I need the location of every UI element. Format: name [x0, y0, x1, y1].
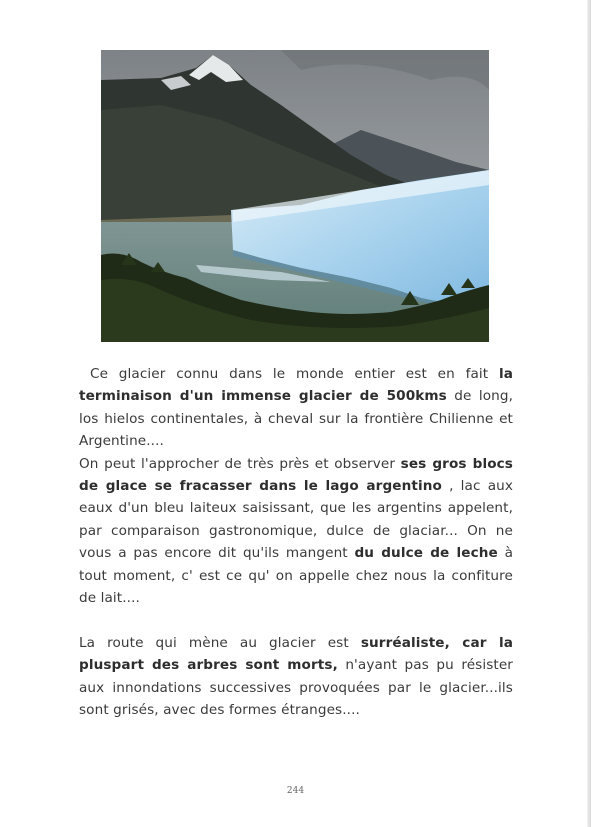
bold-text-segment: du dulce de leche — [354, 545, 498, 562]
text-segment: de long, los hielos continentales, à cheval sur la frontière Chilienne et Argentine.... — [79, 388, 513, 450]
bold-text-segment: la terminaison d'un immense glacier de 500kms — [79, 366, 513, 405]
text-segment: Ce glacier connu dans le monde entier est en fait — [90, 366, 499, 382]
text-segment: On peut l'approcher de très près et observer — [79, 455, 401, 472]
text-segment: , lac aux eaux d'un bleu laiteux saisissant, que les argentins appelent, par comparaison gastronomique, dulce de glaciar... On ne vous a pas encore dit qu'ils mangent — [79, 478, 513, 562]
paragraph — [79, 632, 513, 722]
paragraph — [79, 363, 513, 453]
glacier-photo — [101, 50, 489, 342]
page-number: 244 — [286, 786, 305, 796]
paragraph — [79, 453, 513, 610]
page-edge-shadow — [587, 0, 591, 827]
bold-text-segment: ses gros blocs de glace se fracasser dans le lago argentino — [79, 455, 513, 495]
bold-text-segment: surréaliste, car la pluspart des arbres sont morts, — [79, 634, 513, 674]
text-segment: La route qui mène au glacier est — [79, 634, 361, 651]
text-segment: n'ayant pas pu résister aux innondations successives provoquées par le glacier...ils sont grisés, avec des formes étranges.... — [79, 657, 513, 719]
text-segment: à tout moment, c' est ce qu' on appelle chez nous la confiture de lait.... — [79, 545, 514, 607]
article-text — [79, 363, 513, 721]
